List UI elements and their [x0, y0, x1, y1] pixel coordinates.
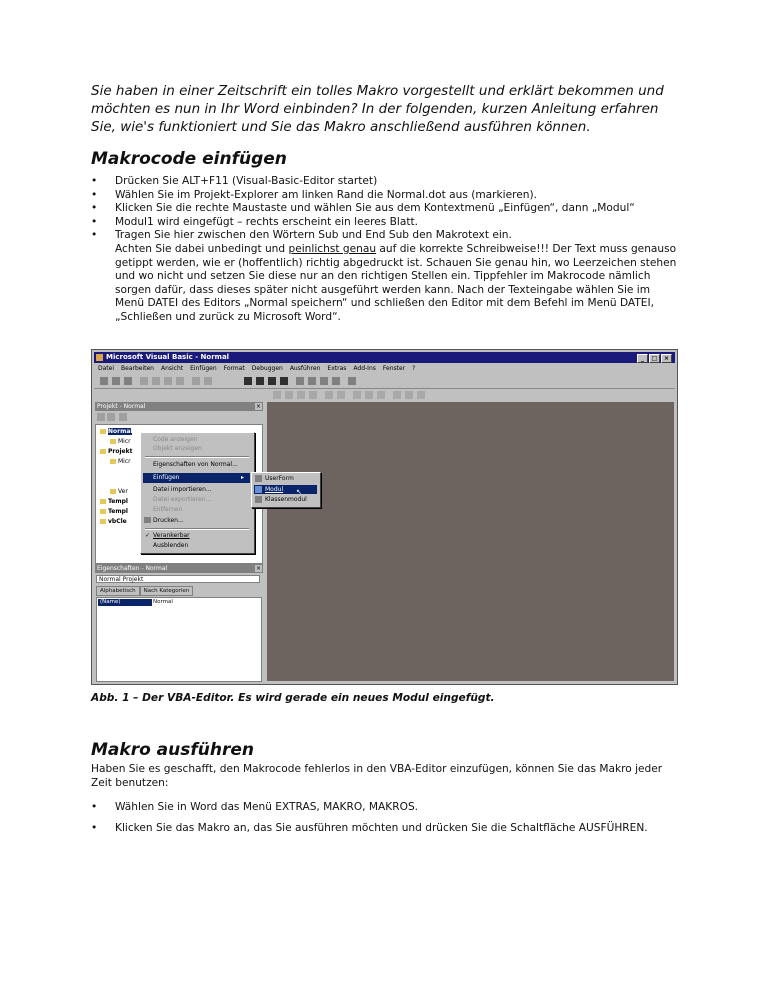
properties-icon[interactable] [308, 377, 316, 385]
vba-editor-screenshot [91, 349, 678, 685]
menu-extras[interactable]: Extras [327, 365, 347, 372]
window-title: Microsoft Visual Basic - Normal [106, 353, 230, 361]
tree-node[interactable] [110, 438, 131, 445]
bullet: • [91, 801, 98, 813]
submenu-item-userform[interactable]: UserForm [265, 475, 294, 482]
tree-node[interactable] [100, 508, 128, 515]
list-item [91, 801, 681, 815]
insert-icon[interactable] [112, 377, 120, 385]
properties-title [95, 564, 263, 573]
list-item-text: auf die korrekte Schreibweise!!! Der Text muss genauso getippt werden, wie er (hoffentlich) richtig abgedruckt ist. Schauen Sie genau hin, wo Leerzeichen stehen und wo nicht und setzen Sie diese nur an den richtigen Stellen ein. Tippfehler im Makrocode nämlich sorgen dafür, dass dieses später nicht ausgeführt werden kann. Nach der Texteingabe wählen Sie im Menü DATEI des Editors „Normal speichern“ und schließen den Editor mit dem Befehl im Menü DATEI, „Schließen und zurück zu Microsoft Word“. [115, 242, 677, 323]
figure-caption: Abb. 1 – Der VBA-Editor. Es wird gerade ein neues Modul eingefügt. [91, 692, 495, 704]
menu-item-verankerbar[interactable]: Verankerbar [153, 532, 190, 539]
folder-icon [110, 489, 116, 494]
run-icon[interactable] [244, 377, 252, 385]
project-icon [100, 449, 106, 454]
find-icon[interactable] [176, 377, 184, 385]
vba-app-icon [96, 354, 103, 361]
tree-label: Normal [108, 428, 133, 435]
list-item-text: Wählen Sie im Projekt-Explorer am linken Rand die Normal.dot aus (markieren). [115, 188, 537, 201]
uncomment-icon[interactable] [377, 391, 385, 399]
project-icon [100, 509, 106, 514]
properties-pane [95, 564, 263, 682]
properties-grid [96, 597, 262, 682]
project-icon [100, 499, 106, 504]
document-body [91, 82, 681, 325]
menu-ausfuehren[interactable]: Ausführen [289, 365, 321, 372]
menu-addins[interactable]: Add-Ins [353, 365, 376, 372]
bullet: • [91, 821, 98, 834]
close-icon[interactable]: × [255, 565, 262, 572]
save-icon[interactable] [124, 377, 132, 385]
bullet: • [91, 202, 98, 215]
minimize-icon[interactable]: _ [637, 354, 648, 363]
view-object-icon[interactable] [107, 413, 115, 421]
steps-list [91, 175, 681, 325]
tree-node[interactable] [100, 518, 127, 525]
menu-datei[interactable]: Datei [98, 365, 115, 372]
tree-node[interactable] [100, 428, 132, 435]
menu-item-einfuegen[interactable]: Einfügen [153, 474, 180, 481]
list-item [91, 822, 681, 836]
close-icon[interactable]: × [255, 403, 262, 410]
heading-makro-ausfuehren: Makro ausführen [91, 740, 254, 760]
pane-title: Eigenschaften - Normal [97, 565, 168, 572]
maximize-icon[interactable]: □ [649, 354, 660, 363]
submenu-arrow-icon: ▸ [241, 474, 245, 481]
menu-debuggen[interactable]: Debuggen [251, 365, 283, 372]
folder-icon [110, 439, 116, 444]
list-item [91, 189, 681, 203]
tree-node[interactable] [100, 498, 128, 505]
pause-icon[interactable] [256, 377, 264, 385]
menu-separator [145, 528, 249, 530]
menu-item-drucken[interactable]: Drucken... [153, 517, 184, 524]
indent-icon[interactable] [325, 391, 333, 399]
tree-label: Ver [118, 488, 128, 495]
section-makro-ausfuehren [91, 740, 681, 842]
list-item [91, 175, 681, 189]
menu-help[interactable]: ? [412, 365, 416, 372]
stop-icon[interactable] [268, 377, 276, 385]
menu-item-eigenschaften[interactable]: Eigenschaften von Normal... [153, 461, 238, 468]
close-icon[interactable]: × [661, 354, 672, 363]
design-mode-icon[interactable] [280, 377, 288, 385]
tree-label: Projekt [108, 448, 133, 455]
tree-label: Templ [108, 498, 128, 505]
tree-node[interactable] [110, 458, 131, 465]
module-icon [255, 486, 262, 493]
tab-alphabetisch[interactable]: Alphabetisch [96, 586, 140, 596]
project-explorer-title [95, 402, 263, 411]
tree-label: Templ [108, 508, 128, 515]
menu-item-entfernen[interactable]: Entfernen [153, 506, 183, 513]
window-title-bar [94, 352, 675, 363]
undo-icon[interactable] [192, 377, 200, 385]
paste-icon[interactable] [164, 377, 172, 385]
tree-label: vbCle [108, 518, 127, 525]
heading-makrocode: Makrocode einfügen [91, 149, 287, 169]
list-item [91, 202, 681, 216]
bullet: • [91, 215, 98, 228]
underlined-emphasis: peinlichst genau [288, 242, 377, 255]
menu-item-ausblenden[interactable]: Ausblenden [153, 542, 189, 549]
word-icon[interactable] [100, 377, 108, 385]
bullet: • [91, 188, 98, 201]
properties-tabs [96, 586, 193, 596]
prev-bookmark-icon[interactable] [417, 391, 425, 399]
list-item-text: Drücken Sie ALT+F11 (Visual-Basic-Editor startet) [115, 175, 378, 187]
quick-info-icon[interactable] [297, 391, 305, 399]
list-item-text: Tragen Sie hier zwischen den Wörtern Sub und End Sub den Makrotext ein. [115, 229, 512, 242]
tab-nach-kategorien[interactable]: Nach Kategorien [140, 586, 194, 596]
menu-bearbeiten[interactable]: Bearbeiten [121, 365, 154, 372]
pane-title: Projekt - Normal [97, 403, 146, 410]
list-item-text: Klicken Sie die rechte Maustaste und wählen Sie aus dem Kontextmenü „Einfügen“, dann „Modul“ [115, 202, 635, 215]
tree-node[interactable] [110, 488, 128, 495]
userform-icon [255, 475, 262, 482]
mouse-cursor-icon: ↖ [296, 488, 302, 496]
list-item [91, 216, 681, 230]
list-properties-icon[interactable] [273, 391, 281, 399]
mdi-workspace [267, 402, 674, 681]
submenu-highlight [254, 485, 317, 494]
tree-node[interactable] [100, 448, 132, 455]
toggle-folders-icon[interactable] [119, 413, 127, 421]
folder-icon [110, 459, 116, 464]
class-module-icon [255, 496, 262, 503]
einfuegen-submenu [251, 472, 321, 508]
bookmark-icon[interactable] [393, 391, 401, 399]
parameter-info-icon[interactable] [309, 391, 317, 399]
list-item-text: Achten Sie dabei unbedingt und [115, 242, 289, 255]
list-item-text: Modul1 wird eingefügt – rechts erscheint ein leeres Blatt. [115, 215, 419, 228]
menu-item-objekt-anzeigen[interactable]: Objekt anzeigen [153, 445, 202, 452]
object-selector[interactable]: Normal Projekt [96, 575, 260, 583]
outdent-icon[interactable] [337, 391, 345, 399]
redo-icon[interactable] [204, 377, 212, 385]
intro-paragraph: Sie haben in einer Zeitschrift ein tolles Makro vorgestellt und erklärt bekommen und möchten es nun in Ihr Word einbinden? In der folgenden, kurzen Anleitung erfahren Sie, wie's funktioniert und Sie das Makro anschließend ausführen können. [91, 83, 664, 135]
comment-icon[interactable] [365, 391, 373, 399]
project-icon [100, 429, 106, 434]
project-icon [100, 519, 106, 524]
bullet: • [91, 175, 98, 187]
window-buttons [637, 354, 672, 363]
menu-bar [94, 364, 675, 374]
menu-item-code-anzeigen[interactable]: Code anzeigen [153, 436, 198, 443]
tree-label: Micr [118, 458, 131, 465]
copy-icon[interactable] [152, 377, 160, 385]
view-code-icon[interactable] [97, 413, 105, 421]
project-explorer-icon[interactable] [296, 377, 304, 385]
breakpoint-icon[interactable] [353, 391, 361, 399]
menu-einfuegen[interactable]: Einfügen [190, 365, 217, 372]
toolbox-icon[interactable] [332, 377, 340, 385]
run-steps-list [91, 801, 681, 835]
property-value[interactable]: Normal [153, 599, 173, 605]
tree-label: Micr [118, 438, 131, 445]
list-item [91, 229, 681, 324]
property-name[interactable]: (Name) [98, 599, 152, 606]
submenu-item-modul[interactable]: Modul [265, 486, 284, 493]
menu-item-datei-importieren[interactable]: Datei importieren... [153, 486, 212, 493]
menu-fenster[interactable]: Fenster [382, 365, 406, 372]
help-icon[interactable] [348, 377, 356, 385]
menu-item-datei-exportieren[interactable]: Datei exportieren... [153, 496, 212, 503]
bullet: • [91, 229, 98, 242]
list-constants-icon[interactable] [285, 391, 293, 399]
submenu-item-klassenmodul[interactable]: Klassenmodul [265, 496, 307, 503]
checkmark-icon: ✓ [145, 532, 151, 539]
object-browser-icon[interactable] [320, 377, 328, 385]
menu-separator [145, 456, 249, 458]
context-menu [140, 432, 255, 554]
cut-icon[interactable] [140, 377, 148, 385]
standard-toolbar [94, 375, 675, 389]
section2-paragraph: Haben Sie es geschafft, den Makrocode fehlerlos in den VBA-Editor einzufügen, können Sie das Makro jeder Zeit benutzen: [91, 763, 663, 789]
edit-toolbar [267, 389, 492, 400]
menu-format[interactable]: Format [223, 365, 245, 372]
next-bookmark-icon[interactable] [405, 391, 413, 399]
printer-icon [144, 517, 151, 523]
list-item-text: Wählen Sie in Word das Menü EXTRAS, MAKRO, MAKROS. [115, 801, 419, 813]
list-item-text: Klicken Sie das Makro an, das Sie ausführen möchten und drücken Sie die Schaltfläche AUSFÜHREN. [115, 821, 648, 834]
menu-ansicht[interactable]: Ansicht [160, 365, 184, 372]
